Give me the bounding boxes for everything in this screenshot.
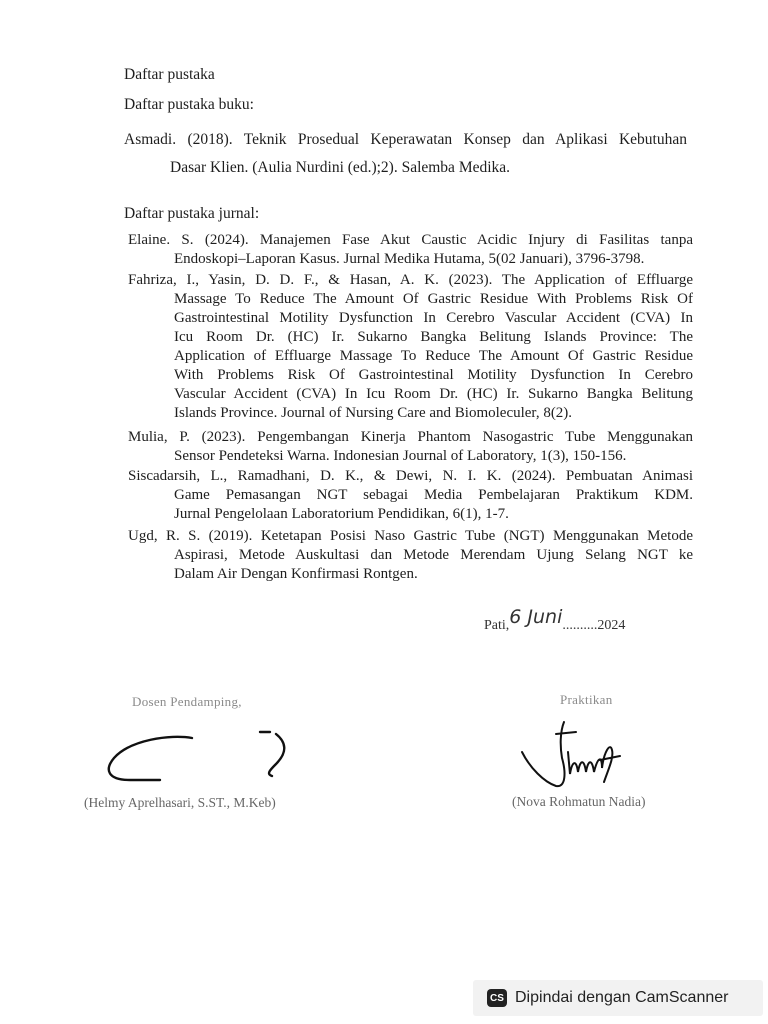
page-heading: Daftar pustaka [124, 66, 215, 83]
book-reference [124, 126, 687, 182]
reference-line: Aspirasi, Metode Auskultasi dan Metode Merendam Ujung Selang NGT ke [174, 547, 693, 563]
reference-line: Dalam Air Dengan Konfirmasi Rontgen. [174, 566, 418, 582]
student-label: Praktikan [560, 692, 613, 707]
reference-line: Massage To Reduce The Amount Of Gastric Residue With Problems Risk Of [174, 291, 693, 307]
journal-reference [128, 527, 693, 584]
reference-line: Fahriza, I., Yasin, D. D. F., & Hasan, A. K. (2023). The Application of Effluarge [128, 272, 693, 288]
supervisor-signature-icon [100, 718, 300, 790]
journal-reference [128, 231, 693, 269]
date-dots: .......... [562, 618, 598, 633]
student-signature-icon [516, 712, 636, 794]
journal-reference [128, 467, 693, 524]
journals-heading: Daftar pustaka jurnal: [124, 205, 260, 222]
reference-line: Asmadi. (2018). Teknik Prosedual Keperawatan Konsep dan Aplikasi Kebutuhan [124, 131, 687, 148]
reference-line: Vascular Accident (CVA) In Icu Room Dr. (HC) Ir. Sukarno Bangka Belitung [174, 386, 693, 402]
reference-line: Elaine. S. (2024). Manajemen Fase Akut Caustic Acidic Injury di Fasilitas tanpa [128, 232, 693, 248]
reference-line: Mulia, P. (2023). Pengembangan Kinerja Phantom Nasogastric Tube Menggunakan [128, 429, 693, 445]
reference-line: Dasar Klien. (Aulia Nurdini (ed.);2). Salemba Medika. [170, 159, 511, 176]
reference-line: Application of Effluarge Massage To Reduce The Amount Of Gastric Residue [174, 348, 693, 364]
camscanner-logo-icon: CS [487, 989, 507, 1007]
reference-line: With Problems Risk Of Gastrointestinal Motility Dysfunction In Cerebro [174, 367, 693, 383]
camscanner-badge [473, 980, 763, 1016]
reference-line: Siscadarsih, L., Ramadhani, D. K., & Dewi, N. I. K. (2024). Pembuatan Animasi [128, 468, 693, 484]
reference-line: Jurnal Pengelolaan Laboratorium Pendidikan, 6(1), 1-7. [174, 506, 509, 522]
place-text: Pati, [484, 618, 510, 633]
supervisor-name: (Helmy Aprelhasari, S.ST., M.Keb) [84, 795, 276, 810]
place-date [484, 606, 626, 634]
supervisor-label: Dosen Pendamping, [132, 694, 242, 709]
reference-line: Sensor Pendeteksi Warna. Indonesian Journal of Laboratory, 1(3), 150-156. [174, 448, 627, 464]
handwritten-date: 6 Juni [509, 606, 563, 628]
date-year: 2024 [597, 618, 626, 633]
camscanner-text: Dipindai dengan CamScanner [515, 989, 729, 1006]
reference-line: Ugd, R. S. (2019). Ketetapan Posisi Naso Gastric Tube (NGT) Menggunakan Metode [128, 528, 693, 544]
reference-line: Game Pemasangan NGT sebagai Media Pembelajaran Praktikum KDM. [174, 487, 693, 503]
journal-reference [128, 271, 693, 423]
student-name: (Nova Rohmatun Nadia) [512, 794, 646, 809]
books-heading: Daftar pustaka buku: [124, 96, 254, 113]
journal-reference [128, 428, 693, 466]
reference-line: Icu Room Dr. (HC) Ir. Sukarno Bangka Belitung Islands Province: The [174, 329, 693, 345]
reference-line: Endoskopi–Laporan Kasus. Jurnal Medika Hutama, 5(02 Januari), 3796-3798. [174, 251, 645, 267]
reference-line: Gastrointestinal Motility Dysfunction In Cerebro Vascular Accident (CVA) In [174, 310, 693, 326]
reference-line: Islands Province. Journal of Nursing Care and Biomoleculer, 8(2). [174, 405, 573, 421]
